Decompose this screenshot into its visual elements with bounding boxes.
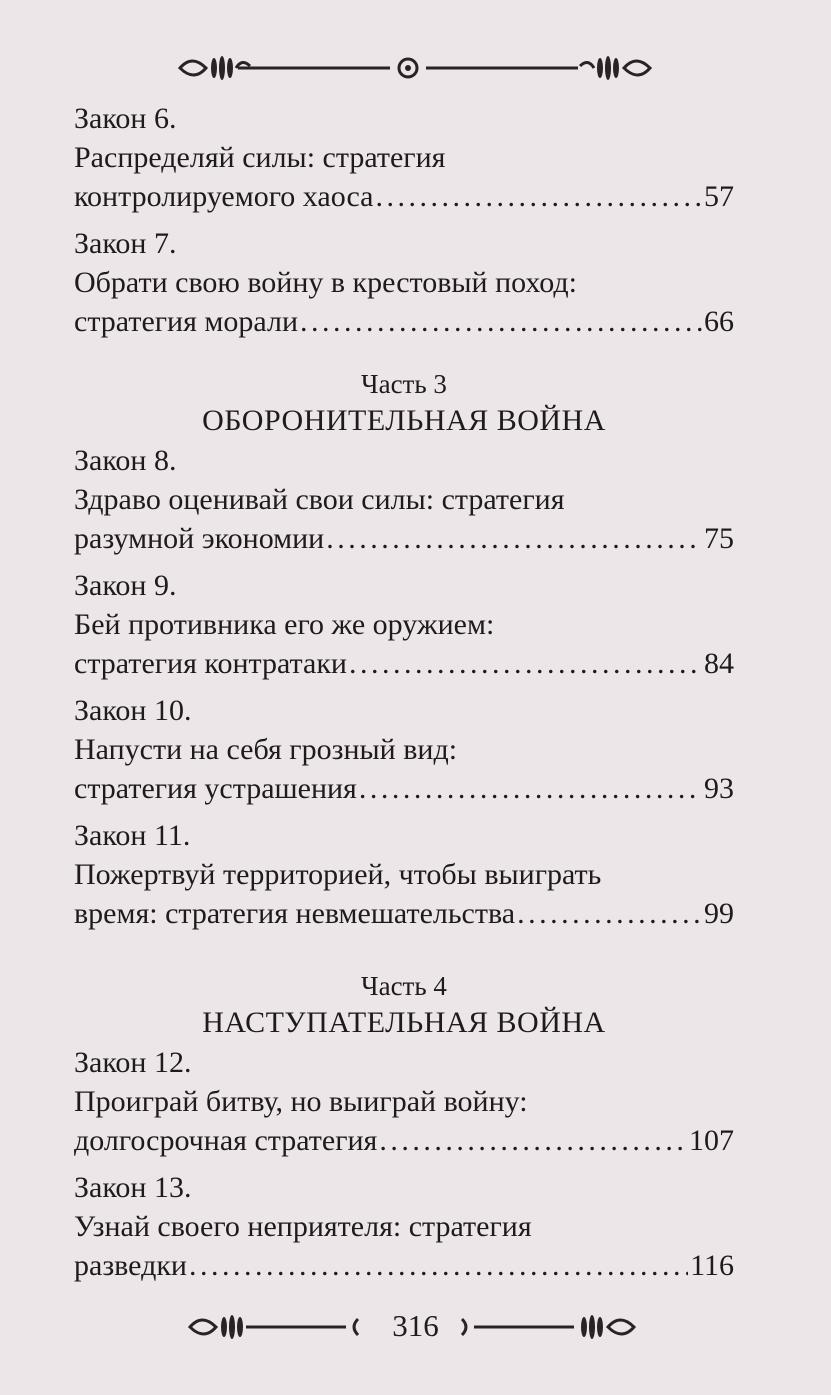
law-number: Закон 6. bbox=[74, 102, 177, 135]
law-title-text: разумной экономии bbox=[74, 522, 325, 555]
toc-section-part3 bbox=[74, 441, 734, 933]
page-ref: 66 bbox=[704, 305, 734, 338]
toc-entry bbox=[74, 816, 734, 933]
law-title-text: время: стратегия невмешательства bbox=[74, 897, 516, 930]
page-ref: 107 bbox=[689, 1124, 734, 1157]
law-title-line: Напусти на себя грозный вид: bbox=[74, 733, 458, 766]
law-number: Закон 11. bbox=[74, 819, 191, 852]
page-ref: 116 bbox=[690, 1249, 734, 1282]
dot-leader bbox=[375, 177, 702, 216]
dot-leader bbox=[300, 302, 702, 341]
dot-leader bbox=[326, 519, 702, 558]
dot-leader bbox=[349, 644, 702, 683]
toc-entry bbox=[74, 1168, 734, 1285]
law-title-last-line bbox=[74, 1246, 734, 1285]
law-title-text: стратегия устрашения bbox=[74, 772, 357, 805]
law-title-line: Обрати свою войну в крестовый поход: bbox=[74, 266, 577, 299]
page-ref: 99 bbox=[704, 897, 734, 930]
toc-entry bbox=[74, 691, 734, 808]
law-title-line: Проиграй битву, но выиграй войну: bbox=[74, 1085, 528, 1118]
page-ref: 84 bbox=[704, 647, 734, 680]
page-number: 316 bbox=[392, 1308, 439, 1343]
law-number: Закон 12. bbox=[74, 1046, 192, 1079]
law-number: Закон 8. bbox=[74, 444, 177, 477]
law-title-text: долгосрочная стратегия bbox=[74, 1124, 378, 1157]
law-number: Закон 10. bbox=[74, 694, 192, 727]
law-title-line: Узнай своего неприятеля: стратегия bbox=[74, 1210, 532, 1243]
law-title-last-line bbox=[74, 894, 734, 933]
law-title-last-line bbox=[74, 302, 734, 341]
law-number: Закон 9. bbox=[74, 569, 177, 602]
law-title-line: Бей противника его же оружием: bbox=[74, 608, 495, 641]
law-title-text: стратегия морали bbox=[74, 305, 299, 338]
part-label: Часть 3 bbox=[361, 369, 447, 399]
part-4-heading bbox=[74, 969, 734, 1043]
toc-entry bbox=[74, 224, 734, 341]
page-ref: 57 bbox=[704, 180, 734, 213]
toc-entry bbox=[74, 566, 734, 683]
law-title-line: Пожертвуй территорией, чтобы выиграть bbox=[74, 858, 602, 891]
page-ref: 75 bbox=[704, 522, 734, 555]
toc-entry bbox=[74, 99, 734, 216]
toc-entry bbox=[74, 1043, 734, 1160]
law-title-last-line bbox=[74, 1121, 734, 1160]
dot-leader bbox=[517, 894, 702, 933]
law-title-last-line bbox=[74, 644, 734, 683]
toc-entry bbox=[74, 441, 734, 558]
law-title-last-line bbox=[74, 177, 734, 216]
law-title-text: стратегия контратаки bbox=[74, 647, 347, 680]
law-title-last-line bbox=[74, 769, 734, 808]
law-title-text: контролируемого хаоса bbox=[74, 180, 374, 213]
part-title: ОБОРОНИТЕЛЬНАЯ ВОЙНА bbox=[202, 404, 606, 437]
law-number: Закон 7. bbox=[74, 227, 177, 260]
law-title-line: Распределяй силы: стратегия bbox=[74, 141, 446, 174]
page-ref: 93 bbox=[704, 772, 734, 805]
dot-leader bbox=[359, 769, 702, 808]
toc-section-part4 bbox=[74, 1043, 734, 1285]
toc-section-part2-end bbox=[74, 99, 734, 341]
dot-leader bbox=[189, 1246, 688, 1285]
law-title-text: разведки bbox=[74, 1249, 187, 1282]
law-title-last-line bbox=[74, 519, 734, 558]
dot-leader bbox=[379, 1121, 687, 1160]
part-3-heading bbox=[74, 367, 734, 441]
table-of-contents bbox=[74, 99, 734, 1293]
part-title: НАСТУПАТЕЛЬНАЯ ВОЙНА bbox=[202, 1006, 606, 1039]
law-number: Закон 13. bbox=[74, 1171, 192, 1204]
top-ornament bbox=[0, 48, 831, 88]
part-label: Часть 4 bbox=[361, 971, 447, 1001]
law-title-line: Здраво оценивай свои силы: стратегия bbox=[74, 483, 565, 516]
